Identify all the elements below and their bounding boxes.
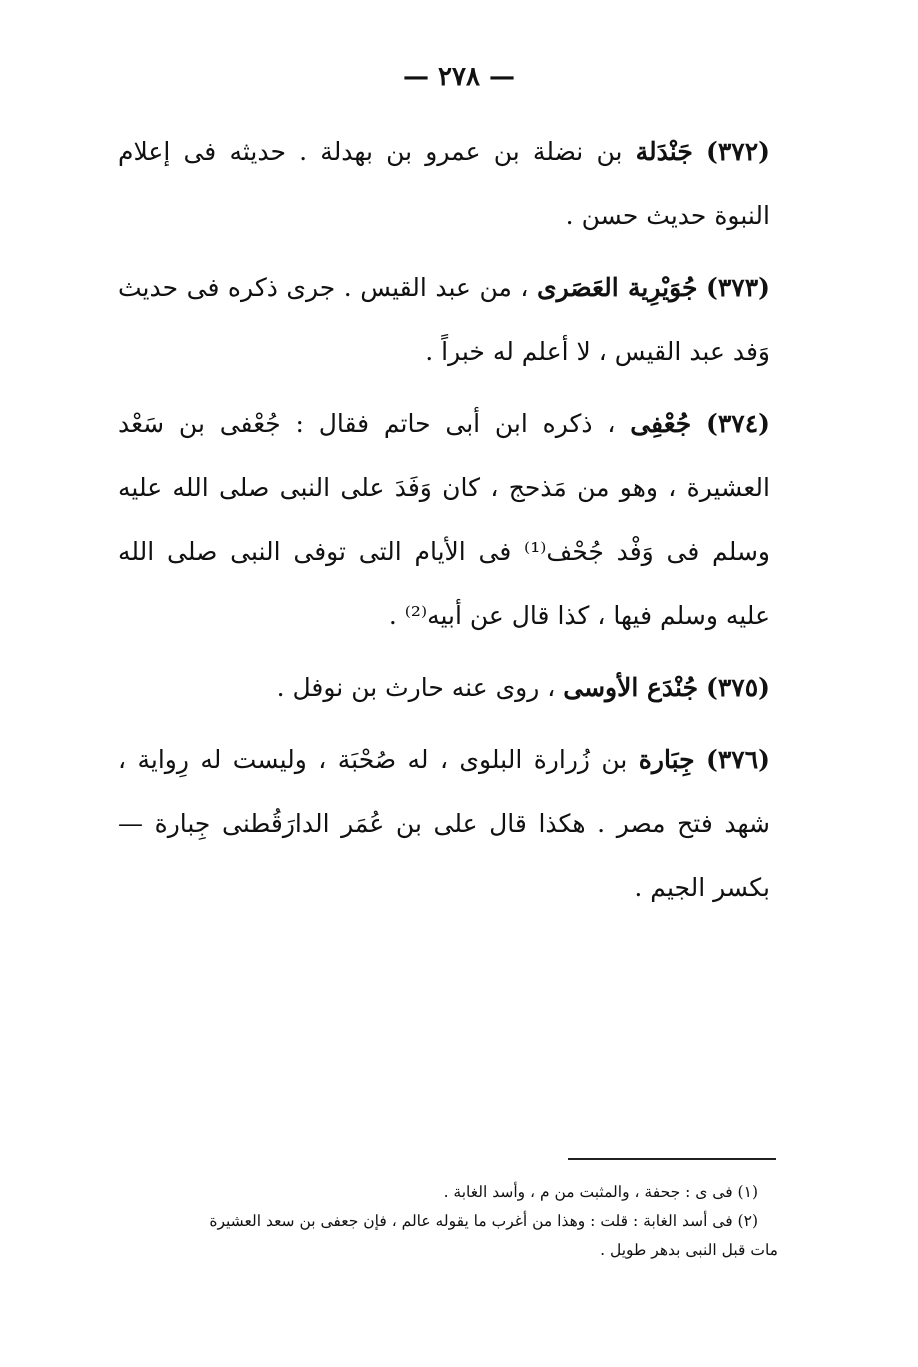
entry-text: ، روى عنه حارث بن نوفل . bbox=[276, 673, 564, 702]
footnote-2: (٢) فى أسد الغابة : قلت : وهذا من أغرب ما يقوله عالم ، فإن جعفى بن سعد العشيرة bbox=[209, 1212, 758, 1230]
entry-376 bbox=[118, 728, 770, 920]
entry-name: جُعْفِى bbox=[630, 409, 692, 438]
entry-text: بن زُرارة البلوى ، له صُحْبَة ، وليست له رِواية ، شهد فتح مصر . هكذا قال على بن عُمَر الدارَقُطنى جِبارة — بكسر الجيم . bbox=[118, 745, 770, 902]
entry-name: جِبَارة bbox=[638, 745, 695, 774]
page-number: — ٢٧٨ — bbox=[402, 62, 516, 92]
entry-372 bbox=[118, 120, 770, 248]
entry-375 bbox=[118, 656, 770, 720]
entry-name: جُنْدَع الأوسى bbox=[563, 673, 699, 702]
entry-number: (٣٧٦) bbox=[706, 745, 770, 774]
entry-name: جَنْدَلة bbox=[635, 137, 693, 166]
footnote-divider bbox=[568, 1158, 776, 1160]
entry-name: جُوَيْرِية العَصَرى bbox=[537, 273, 698, 302]
entry-text: ، ذكره ابن أبى حاتم فقال : جُعْفى بن سَعْد العشيرة ، وهو من مَذحج ، كان وَفَدَ على النبى صلى الله عليه وسلم فى وَفْد جُحْف⁽¹⁾ فى الأيام التى توفى النبى صلى الله عليه وسلم فيها ، كذا قال عن أبيه⁽²⁾ . bbox=[118, 409, 770, 630]
entry-number: (٣٧٣) bbox=[706, 273, 770, 302]
footnote-1: (١) فى ى : جحفة ، والمثبت من م ، وأسد الغابة . bbox=[443, 1183, 758, 1201]
entry-text: بن نضلة بن عمرو بن بهدلة . حديثه فى إعلام النبوة حديث حسن . bbox=[118, 137, 770, 230]
entry-number: (٣٧٢) bbox=[706, 137, 770, 166]
footnotes bbox=[118, 1178, 778, 1265]
entry-374 bbox=[118, 392, 770, 648]
footnote-2-continuation: مات قبل النبى بدهر طويل . bbox=[600, 1241, 778, 1259]
body-text bbox=[118, 120, 770, 928]
entry-number: (٣٧٤) bbox=[706, 409, 770, 438]
entry-number: (٣٧٥) bbox=[706, 673, 770, 702]
entry-text: ، من عبد القيس . جرى ذكره فى حديث وَفد عبد القيس ، لا أعلم له خبراً . bbox=[118, 273, 770, 366]
entry-373 bbox=[118, 256, 770, 384]
